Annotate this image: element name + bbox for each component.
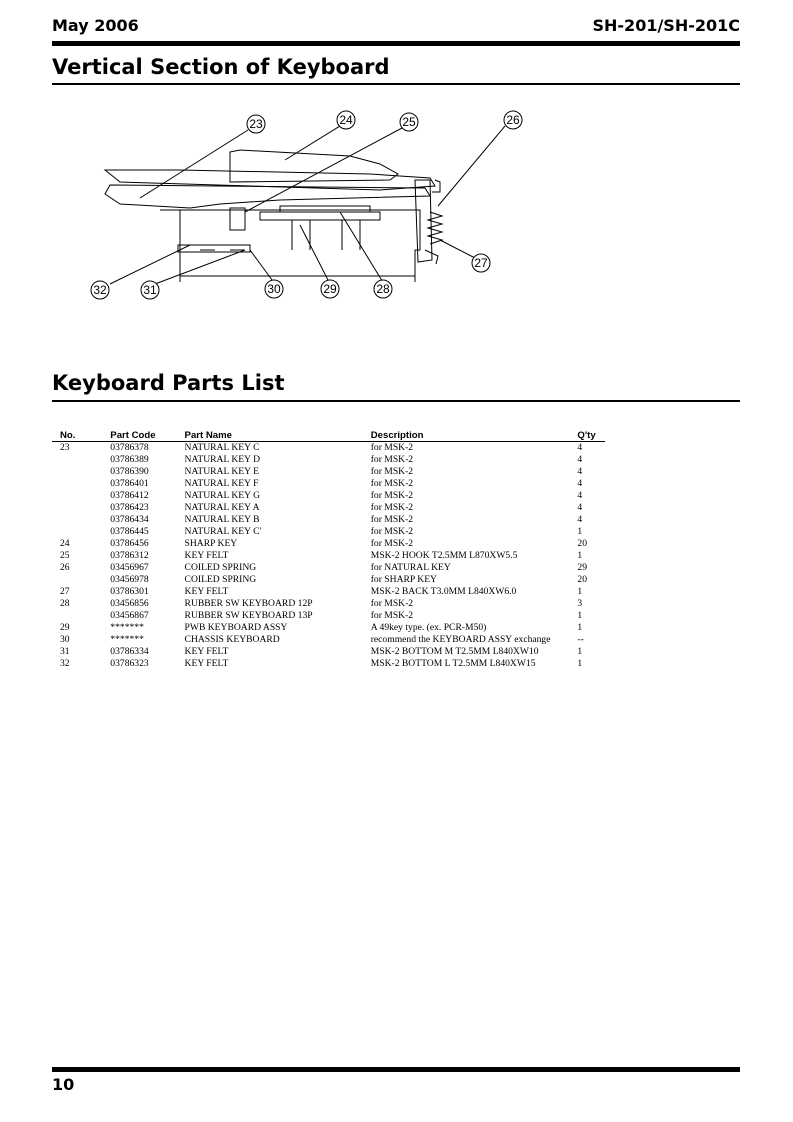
page-header <box>52 14 740 38</box>
cell-code: 03786312 <box>110 550 149 561</box>
table-row <box>52 610 605 622</box>
cell-no <box>52 526 110 538</box>
callout-23-label: 23 <box>249 117 263 131</box>
cell-no: 26 <box>60 562 70 573</box>
cell-qty: 1 <box>577 658 583 669</box>
cell-name: COILED SPRING <box>184 574 257 585</box>
table-row <box>52 514 605 526</box>
cell-qty: 4 <box>577 478 583 489</box>
pwb-shape <box>260 212 380 220</box>
cell-name: NATURAL KEY C' <box>184 526 262 537</box>
cell-code: 03786378 <box>110 442 149 453</box>
cell-name: NATURAL KEY F <box>184 478 259 489</box>
cell-qty: 4 <box>577 514 583 525</box>
table-row <box>52 454 605 466</box>
callout-32-label: 32 <box>93 283 107 297</box>
key-hook-shape <box>415 180 432 262</box>
cell-no <box>52 610 110 622</box>
cell-no: 27 <box>60 586 70 597</box>
cell-qty: 1 <box>577 610 583 621</box>
section-title-vertical: Vertical Section of Keyboard <box>52 55 390 79</box>
col-desc: Description <box>371 430 578 442</box>
section-title-parts: Keyboard Parts List <box>52 371 285 395</box>
cell-no: 31 <box>60 646 70 657</box>
cell-name: KEY FELT <box>184 550 229 561</box>
cell-no: 23 <box>60 442 70 453</box>
cell-name: NATURAL KEY D <box>184 454 261 465</box>
cell-code: 03456978 <box>110 574 149 585</box>
cell-code: 03786301 <box>110 586 149 597</box>
cell-code: 03786323 <box>110 658 149 669</box>
cell-qty: 4 <box>577 490 583 501</box>
callout-26-label: 26 <box>506 113 520 127</box>
cell-no <box>52 466 110 478</box>
cell-no: 32 <box>60 658 70 669</box>
cell-qty: 1 <box>577 550 583 561</box>
cell-desc: A 49key type. (ex. PCR-M50) <box>370 622 487 633</box>
cell-code: 03786334 <box>110 646 149 657</box>
cell-qty: 3 <box>577 598 583 609</box>
table-row <box>52 598 605 610</box>
cell-desc: for MSK-2 <box>370 454 414 465</box>
cell-desc: for MSK-2 <box>370 442 414 453</box>
cell-no: 29 <box>60 622 70 633</box>
table-row <box>52 502 605 514</box>
cell-no <box>52 574 110 586</box>
table-row <box>52 586 605 598</box>
cell-qty: 29 <box>577 562 587 573</box>
cell-no <box>52 478 110 490</box>
cell-code: 03456867 <box>110 610 149 621</box>
cell-code: 03456967 <box>110 562 149 573</box>
cell-qty: 4 <box>577 502 583 513</box>
callout-24-label: 24 <box>339 113 353 127</box>
cell-name: NATURAL KEY E <box>184 466 259 477</box>
cell-name: KEY FELT <box>184 646 229 657</box>
cell-name: KEY FELT <box>184 658 229 669</box>
cell-qty: 1 <box>577 526 583 537</box>
table-row <box>52 562 605 574</box>
cell-code: 03786445 <box>110 526 149 537</box>
table-row <box>52 526 605 538</box>
cell-name: NATURAL KEY A <box>184 502 260 513</box>
cell-desc: for MSK-2 <box>370 526 414 537</box>
cell-qty: 1 <box>577 646 583 657</box>
cell-code: 03786456 <box>110 538 149 549</box>
cell-desc: for MSK-2 <box>370 514 414 525</box>
cell-code: 03786401 <box>110 478 149 489</box>
section-rule <box>52 400 740 402</box>
cell-qty: 4 <box>577 442 583 453</box>
table-header-row <box>52 430 605 442</box>
cell-name: SHARP KEY <box>184 538 238 549</box>
cell-name: COILED SPRING <box>184 562 257 573</box>
cell-no <box>52 490 110 502</box>
cell-name: RUBBER SW KEYBOARD 12P <box>184 598 313 609</box>
table-row <box>52 442 605 455</box>
cell-no <box>52 454 110 466</box>
rubber-sw-shape <box>280 206 370 212</box>
cell-name: KEY FELT <box>184 586 229 597</box>
cell-code: ******* <box>110 634 144 645</box>
cell-qty: -- <box>577 634 584 645</box>
cell-qty: 20 <box>577 574 587 585</box>
cell-no: 25 <box>60 550 70 561</box>
page-number: 10 <box>52 1075 75 1094</box>
keyboard-section-diagram <box>80 100 550 310</box>
callout-29-label: 29 <box>323 282 337 296</box>
callout-30-label: 30 <box>267 282 281 296</box>
header-model: SH-201/SH-201C <box>592 16 740 35</box>
col-qty: Q'ty <box>577 430 605 442</box>
col-no: No. <box>52 430 110 442</box>
cell-code: 03786423 <box>110 502 149 513</box>
cell-desc: MSK-2 BOTTOM L T2.5MM L840XW15 <box>370 658 536 669</box>
table-row <box>52 490 605 502</box>
callout-27-label: 27 <box>474 256 488 270</box>
cell-desc: for MSK-2 <box>370 478 414 489</box>
cell-no: 24 <box>60 538 70 549</box>
cell-qty: 1 <box>577 586 583 597</box>
cell-desc: for MSK-2 <box>370 490 414 501</box>
spring-shape <box>428 212 442 244</box>
cell-qty: 4 <box>577 454 583 465</box>
cell-name: RUBBER SW KEYBOARD 13P <box>184 610 313 621</box>
cell-code: 03786389 <box>110 454 149 465</box>
cell-code: 03786412 <box>110 490 149 501</box>
cell-desc: for SHARP KEY <box>370 574 437 585</box>
cell-code: ******* <box>110 622 144 633</box>
table-row <box>52 550 605 562</box>
cell-no <box>52 502 110 514</box>
cell-desc: for NATURAL KEY <box>370 562 451 573</box>
cell-desc: for MSK-2 <box>370 538 414 549</box>
cell-qty: 4 <box>577 466 583 477</box>
table-row <box>52 478 605 490</box>
callout-31-label: 31 <box>143 283 157 297</box>
cell-desc: for MSK-2 <box>370 610 414 621</box>
cell-no <box>52 514 110 526</box>
table-row <box>52 622 605 634</box>
cell-no: 30 <box>60 634 70 645</box>
cell-desc: MSK-2 HOOK T2.5MM L870XW5.5 <box>370 550 518 561</box>
cell-name: NATURAL KEY C <box>184 442 260 453</box>
col-code: Part Code <box>110 430 184 442</box>
table-row <box>52 658 605 670</box>
cell-qty: 20 <box>577 538 587 549</box>
cell-desc: recommend the KEYBOARD ASSY exchange <box>370 634 551 645</box>
footer-rule <box>52 1067 740 1072</box>
cell-name: CHASSIS KEYBOARD <box>184 634 280 645</box>
cell-desc: for MSK-2 <box>370 598 414 609</box>
cell-name: NATURAL KEY B <box>184 514 260 525</box>
header-rule <box>52 41 740 46</box>
cell-no: 28 <box>60 598 70 609</box>
sharp-key-shape <box>230 150 398 182</box>
header-date: May 2006 <box>52 16 139 35</box>
callout-25-label: 25 <box>402 115 416 129</box>
col-name: Part Name <box>185 430 371 442</box>
cell-qty: 1 <box>577 622 583 633</box>
cell-code: 03786390 <box>110 466 149 477</box>
table-row <box>52 466 605 478</box>
key-plate-shape <box>105 185 430 208</box>
callout-28-label: 28 <box>376 282 390 296</box>
table-row <box>52 574 605 586</box>
cell-desc: for MSK-2 <box>370 466 414 477</box>
cell-name: NATURAL KEY G <box>184 490 261 501</box>
parts-table <box>52 430 605 670</box>
table-row <box>52 538 605 550</box>
table-row <box>52 634 605 646</box>
cell-code: 03786434 <box>110 514 149 525</box>
cell-desc: MSK-2 BACK T3.0MM L840XW6.0 <box>370 586 517 597</box>
cell-code: 03456856 <box>110 598 149 609</box>
cell-name: PWB KEYBOARD ASSY <box>184 622 288 633</box>
table-row <box>52 646 605 658</box>
cell-desc: for MSK-2 <box>370 502 414 513</box>
cell-desc: MSK-2 BOTTOM M T2.5MM L840XW10 <box>370 646 539 657</box>
section-rule <box>52 83 740 85</box>
